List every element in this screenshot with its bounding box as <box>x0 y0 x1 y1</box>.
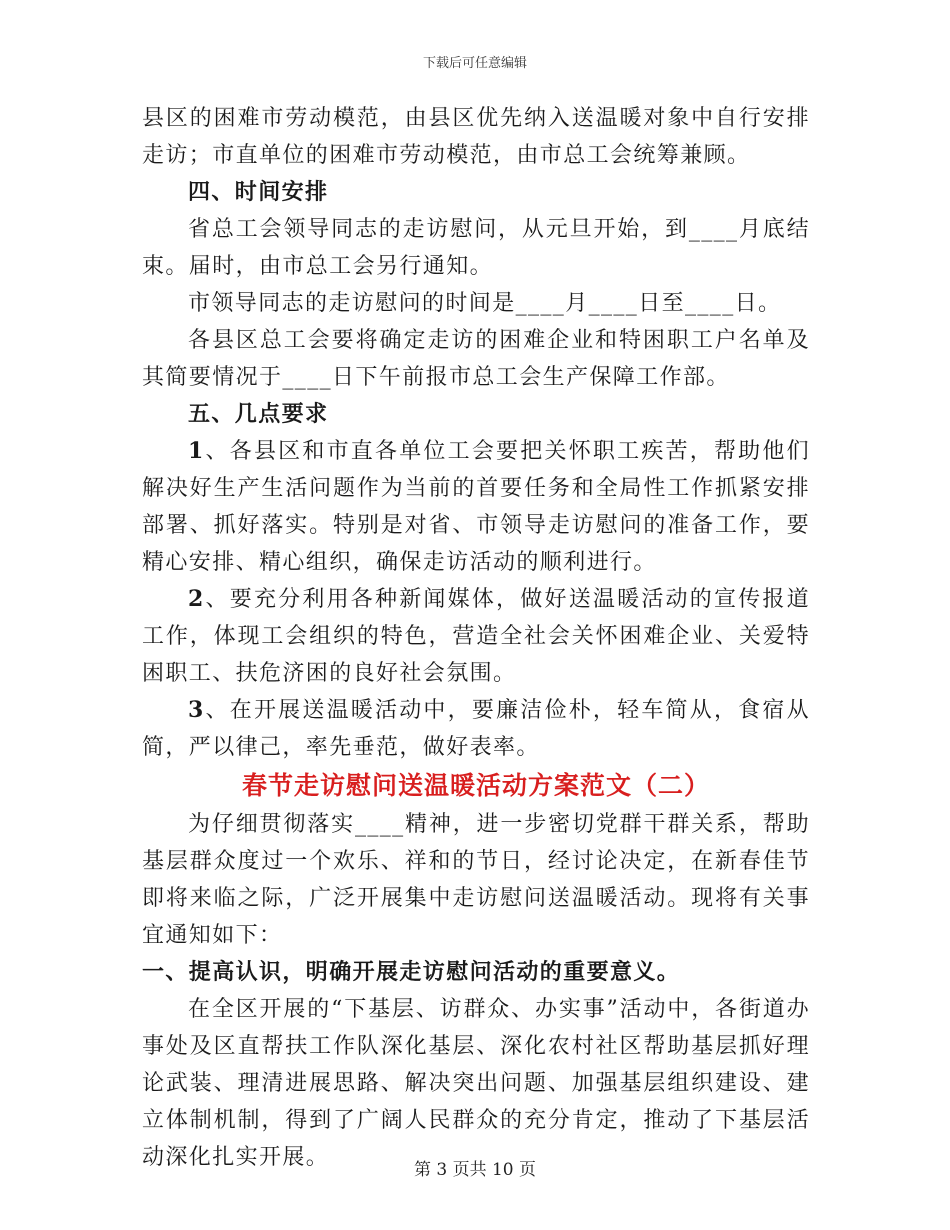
document-body <box>142 100 810 1176</box>
item-number-3: 3 <box>188 697 205 723</box>
paragraph-7 <box>142 692 810 766</box>
paragraph-6 <box>142 581 810 692</box>
item-text-1: 、各县区和市直各单位工会要把关怀职工疾苦，帮助他们解决好生产生活问题作为当前的首要任务和全局性工作抓紧安排部署、抓好落实。特别是对省、市领导走访慰问的准备工作，要精心安排、精心组织，确保走访活动的顺利进行。 <box>142 439 810 575</box>
paragraph-2: 省总工会领导同志的走访慰问，从元旦开始，到____月底结束。届时，由市总工会另行通知。 <box>142 217 810 279</box>
paragraph-9: 在全区开展的“下基层、访群众、办实事”活动中，各街道办事处及区直帮扶工作队深化基层、深化农村社区帮助基层抓好理论武装、理清进展思路、解决突出问题、加强基层组织建设、建立体制机制，得到了广阔人民群众的充分肯定，推动了下基层活动深化扎实开展。 <box>142 997 810 1170</box>
page-header: 下载后可任意编辑 <box>422 56 527 71</box>
subsection-heading-1: 一、提高认识，明确开展走访慰问活动的重要意义。 <box>142 959 681 985</box>
item-number-2: 2 <box>188 586 205 612</box>
paragraph-1: 县区的困难市劳动模范，由县区优先纳入送温暖对象中自行安排走访；市直单位的困难市劳动模范，由市总工会统筹兼顾。 <box>142 106 810 168</box>
item-text-2: 、要充分利用各种新闻媒体，做好送温暖活动的宣传报道工作，体现工会组织的特色，营造全社会关怀困难企业、关爱特困职工、扶危济困的良好社会氛围。 <box>142 587 810 686</box>
document-title-2: 春节走访慰问送温暖活动方案范文（二） <box>241 771 710 800</box>
paragraph-8: 为仔细贯彻落实____精神，进一步密切党群干群关系，帮助基层群众度过一个欢乐、祥和的节日，经讨论决定，在新春佳节即将来临之际，广泛开展集中走访慰问送温暖活动。现将有关事宜通知如下： <box>142 812 810 948</box>
paragraph-3: 市领导同志的走访慰问的时间是____月____日至____日。 <box>188 291 782 316</box>
page-footer: 第 3 页共 10 页 <box>413 1160 537 1180</box>
section-heading-5: 五、几点要求 <box>188 401 329 427</box>
paragraph-5 <box>142 433 810 581</box>
section-heading-4: 四、时间安排 <box>188 179 329 205</box>
item-number-1: 1 <box>188 438 205 464</box>
item-text-3: 、在开展送温暖活动中，要廉洁俭朴，轻车简从，食宿从简，严以律己，率先垂范，做好表率。 <box>142 698 810 760</box>
paragraph-4: 各县区总工会要将确定走访的困难企业和特困职工户名单及其简要情况于____日下午前报市总工会生产保障工作部。 <box>142 328 810 390</box>
